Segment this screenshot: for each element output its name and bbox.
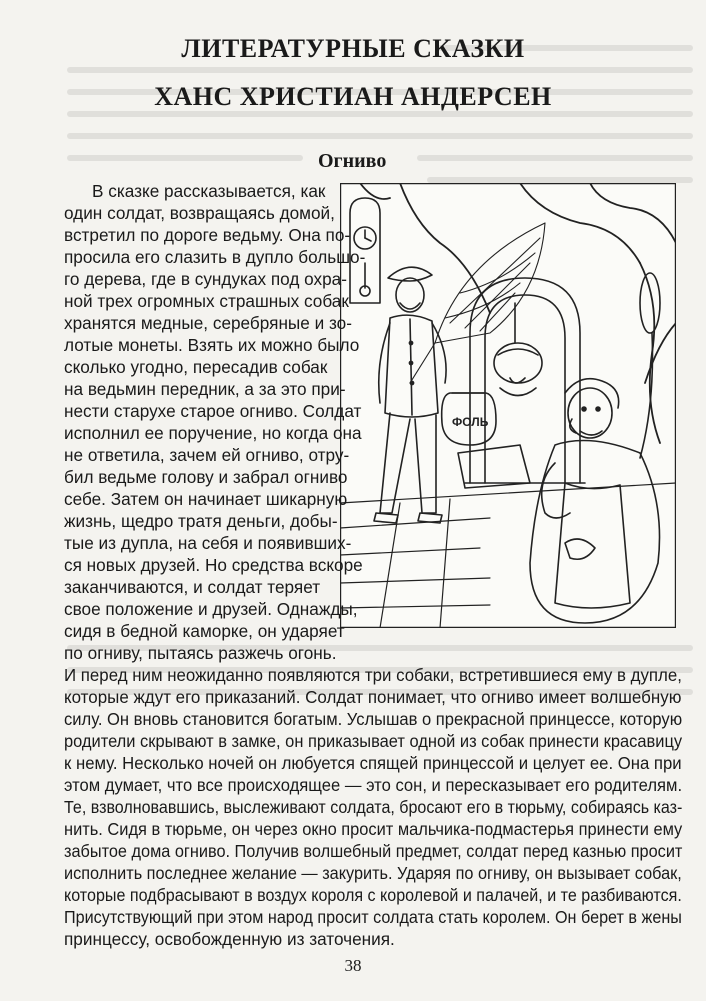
text-line: жизнь, щедро тратя деньги, добы- xyxy=(64,511,338,531)
page-number: 38 xyxy=(344,956,362,975)
text-line: исполнил ее поручение, но когда она xyxy=(64,423,362,443)
text-line: сидя в бедной каморке, он ударяет xyxy=(64,621,345,641)
text-line: го дерева, где в сундуках под охра- xyxy=(64,269,347,289)
text-line: силу. Он вновь становится богатым. Услышав о прекрасной принцессе, которую xyxy=(64,709,683,729)
text-line: свое положение и друзей. Однажды, xyxy=(64,599,358,619)
text-line: принцессу, освобожденную из заточения. xyxy=(64,929,395,949)
text-line: В сказке рассказывается, как xyxy=(92,181,326,201)
text-line: родители скрывают в замке, он приказывает одной из собак принести красавицу xyxy=(64,731,683,751)
text-line: исполнить последнее желание — закурить. Ударяя по огниву, он вызывает собак, xyxy=(64,863,682,883)
text-line: не ответила, зачем ей огниво, отру- xyxy=(64,445,350,465)
illustration-soldier-and-witch xyxy=(340,183,676,628)
text-line: хранятся медные, серебряные и зо- xyxy=(64,313,352,333)
text-line: один солдат, возвращаясь домой, xyxy=(64,203,335,223)
text-line: на ведьмин передник, а за это при- xyxy=(64,379,346,399)
jar-label: ФОЛЬ xyxy=(452,415,489,429)
text-line: встретил по дороге ведьму. Она по- xyxy=(64,225,351,245)
text-line: которые подбрасывают в воздух короля с королевой и палачей, и те разбиваются. xyxy=(64,885,682,905)
author-title: ХАНС ХРИСТИАН АНДЕРСЕН xyxy=(154,82,552,111)
text-line: забытое дома огниво. Получив волшебный предмет, солдат перед казнью просит xyxy=(64,841,683,861)
text-line: по огниву, пытаясь разжечь огонь. xyxy=(64,643,337,663)
text-line: нести старухе старое огниво. Солдат xyxy=(64,401,362,421)
text-line: сколько угодно, пересадив собак xyxy=(64,357,328,377)
text-line: бил ведьме голову и забрал огниво xyxy=(64,467,348,487)
text-line: заканчиваются, и солдат теряет xyxy=(64,577,321,597)
tale-title: Огниво xyxy=(318,150,387,172)
text-line: которые ждут его приказаний. Солдат понимает, что огниво имеет волшебную xyxy=(64,687,682,707)
text-line: Те, взволновавшись, выслеживают солдата, бросают его в тюрьму, собираясь каз- xyxy=(64,797,683,817)
section-title: ЛИТЕРАТУРНЫЕ СКАЗКИ xyxy=(181,34,525,63)
text-line: себе. Затем он начинает шикарную xyxy=(64,489,348,509)
text-line: ся новых друзей. Но средства вскоре xyxy=(64,555,363,575)
text-line: нить. Сидя в тюрьме, он через окно просит мальчика-подмастерья принести ему xyxy=(64,819,683,839)
text-line: лотые монеты. Взять их можно было xyxy=(64,335,360,355)
text-line: Присутствующий при этом народ просит солдата стать королем. Он берет в жены xyxy=(64,907,682,927)
text-line: просила его слазить в дупло большо- xyxy=(64,247,366,267)
text-line: И перед ним неожиданно появляются три собаки, встретившиеся ему в дупле, xyxy=(64,665,682,685)
text-line: тые из дупла, на себя и появивших- xyxy=(64,533,352,553)
text-line: ной трех огромных страшных собак xyxy=(64,291,349,311)
text-line: этом думает, что все происходящее — это сон, и пересказывает его родителям. xyxy=(64,775,683,795)
text-line: к нему. Несколько ночей он любуется спящей принцессой и целует ее. Она при xyxy=(64,753,682,773)
